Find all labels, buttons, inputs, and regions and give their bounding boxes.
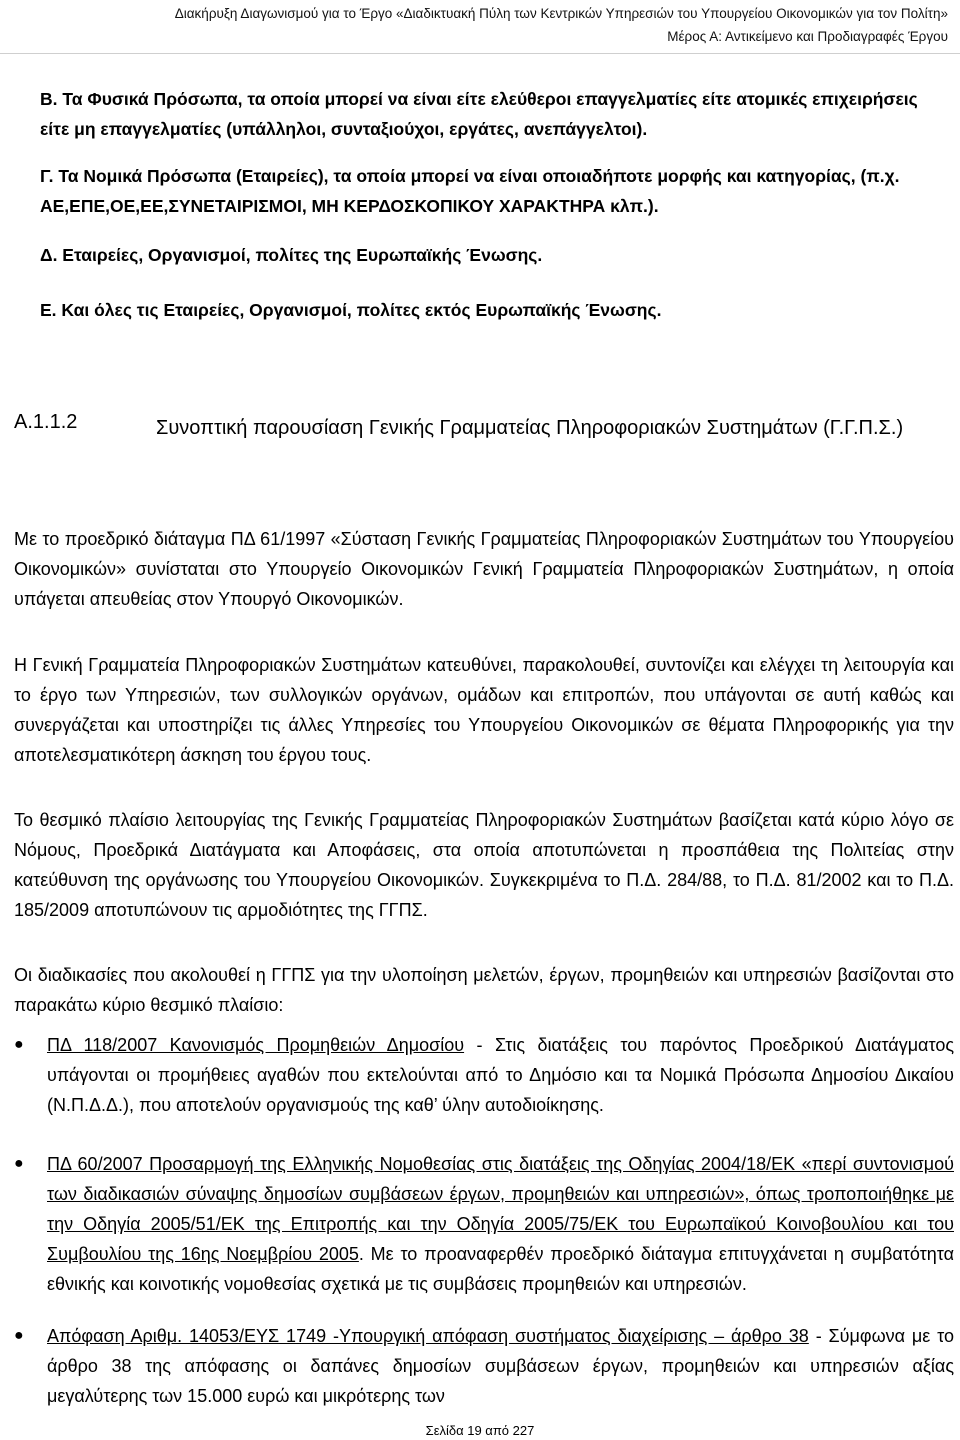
section-number: Α.1.1.2 — [14, 411, 78, 433]
document-header-title: Διακήρυξη Διαγωνισμού για το Έργο «Διαδικτυακή Πύλη των Κεντρικών Υπηρεσιών του Υπουργείου Οικονομικών για τον Πολίτη» — [174, 6, 948, 21]
list-item-text: . Με το προαναφερθέν προεδρικό διάταγμα επιτυγχάνεται η συμβατότητα εθνικής και κοινοτικής νομοθεσίας σχετικά με τις συμβάσεις προμηθειών και υπηρεσιών. — [47, 1244, 954, 1294]
entity-item-b: Β. Τα Φυσικά Πρόσωπα, τα οποία μπορεί να είναι είτε ελεύθεροι επαγγελματίες είτε ατομικές επιχειρήσεις είτε μη επαγγελματίες (υπάλληλοι, συνταξιούχοι, εργάτες, ανεπάγγελτοι). — [40, 89, 918, 139]
list-item — [47, 1149, 954, 1299]
law-link[interactable]: ΠΔ 118/2007 Κανονισμός Προμηθειών Δημοσίου — [47, 1035, 465, 1055]
bullet-marker: ● — [14, 1036, 24, 1053]
law-link[interactable]: ΠΔ 60/2007 Προσαρμογή της Ελληνικής Νομοθεσίας στις διατάξεις της Οδηγίας 2004/18/ΕΚ «περί συντονισμού των διαδικασιών σύναψης δημοσίων συμβάσεων έργων, προμηθειών και υπηρεσιών», όπως τροποποιήθηκε με την Οδηγία 2005/51/ΕΚ της Επιτροπής και την Οδηγία 2005/75/ΕΚ του Ευρωπαϊκού Κοινοβουλίου και του Συμβουλίου της 16ης Νοεμβρίου 2005 — [47, 1154, 954, 1264]
paragraph-role: Η Γενική Γραμματεία Πληροφοριακών Συστημάτων κατευθύνει, παρακολουθεί, συντονίζει και ελέγχει τη λειτουργία και το έργο των Υπηρεσιών, των συλλογικών οργάνων, ομάδων και επιτροπών, που υπάγονται σε αυτή καθώς και συνεργάζεται και υποστηρίζει τις άλλες Υπηρεσίες του Υπουργείου Οικονομικών σε θέματα Πληροφορικής για την αποτελεσματικότερη άσκηση του έργου τους. — [14, 655, 954, 765]
entity-item-g: Γ. Τα Νομικά Πρόσωπα (Εταιρείες), τα οποία μπορεί να είναι οποιαδήποτε μορφής και κατηγορίας, (π.χ. ΑΕ,ΕΠΕ,ΟΕ,ΕΕ,ΣΥΝΕΤΑΙΡΙΣΜΟΙ, ΜΗ ΚΕΡΔΟΣΚΟΠΙΚΟΥ ΧΑΡΑΚΤΗΡΑ κλπ.). — [40, 166, 900, 216]
paragraph-framework: Το θεσμικό πλαίσιο λειτουργίας της Γενικής Γραμματείας Πληροφοριακών Συστημάτων βασίζεται κατά κύριο λόγο σε Νόμους, Προεδρικά Διατάγματα και Αποφάσεις, στα οποία αποτυπώνεται η προσπάθεια της Πολιτείας στην κατεύθυνση της οργάνωσης του Υπουργείου Οικονομικών. Συγκεκριμένα το Π.Δ. 284/88, το Π.Δ. 81/2002 και το Π.Δ. 185/2009 αποτυπώνουν τις αρμοδιότητες της ΓΓΠΣ. — [14, 810, 954, 920]
bullet-marker: ● — [14, 1155, 24, 1172]
paragraph-procedures: Οι διαδικασίες που ακολουθεί η ΓΓΠΣ για την υλοποίηση μελετών, έργων, προμηθειών και υπηρεσιών βασίζονται στο παρακάτω κύριο θεσμικό πλαίσιο: — [14, 965, 954, 1015]
section-title: Συνοπτική παρουσίαση Γενικής Γραμματείας Πληροφοριακών Συστημάτων (Γ.Γ.Π.Σ.) — [156, 417, 904, 439]
header-divider — [0, 53, 960, 54]
law-link[interactable]: Απόφαση Αριθμ. 14053/ΕΥΣ 1749 -Υπουργική απόφαση συστήματος διαχείρισης – άρθρο 38 — [47, 1326, 809, 1346]
list-item-text: - Στις διατάξεις του παρόντος Προεδρικού Διατάγματος υπάγονται οι προμήθειες αγαθών που εκτελούνται από το Δημόσιο και τα Νομικά Πρόσωπα Δημοσίου Δικαίου (Ν.Π.Δ.Δ.), που αποτελούν οργανισμούς της καθ’ ύλην αυτοδιοίκησης. — [47, 1035, 955, 1115]
paragraph-decree: Με το προεδρικό διάταγμα ΠΔ 61/1997 «Σύσταση Γενικής Γραμματείας Πληροφοριακών Συστημάτων του Υπουργείου Οικονομικών» συνίσταται στο Υπουργείο Οικονομικών Γενική Γραμματεία Πληροφοριακών Συστημάτων, η οποία υπάγεται απευθείας στον Υπουργό Οικονομικών. — [14, 529, 954, 609]
list-item — [47, 1030, 954, 1120]
document-header-part: Μέρος Α: Αντικείμενο και Προδιαγραφές Έργου — [667, 29, 948, 44]
page-number: Σελίδα 19 από 227 — [425, 1423, 535, 1438]
entity-item-e: Ε. Και όλες τις Εταιρείες, Οργανισμοί, πολίτες εκτός Ευρωπαϊκής Ένωσης. — [40, 300, 662, 320]
entity-item-d: Δ. Εταιρείες, Οργανισμοί, πολίτες της Ευρωπαϊκής Ένωσης. — [40, 245, 543, 265]
list-item-text: - Σύμφωνα με το άρθρο 38 της απόφασης οι δαπάνες δημοσίων συμβάσεων έργων, προμηθειών και υπηρεσιών αξίας μεγαλύτερης των 15.000 ευρώ και μικρότερης των — [47, 1326, 955, 1406]
list-item — [47, 1321, 954, 1411]
bullet-marker: ● — [14, 1327, 24, 1344]
